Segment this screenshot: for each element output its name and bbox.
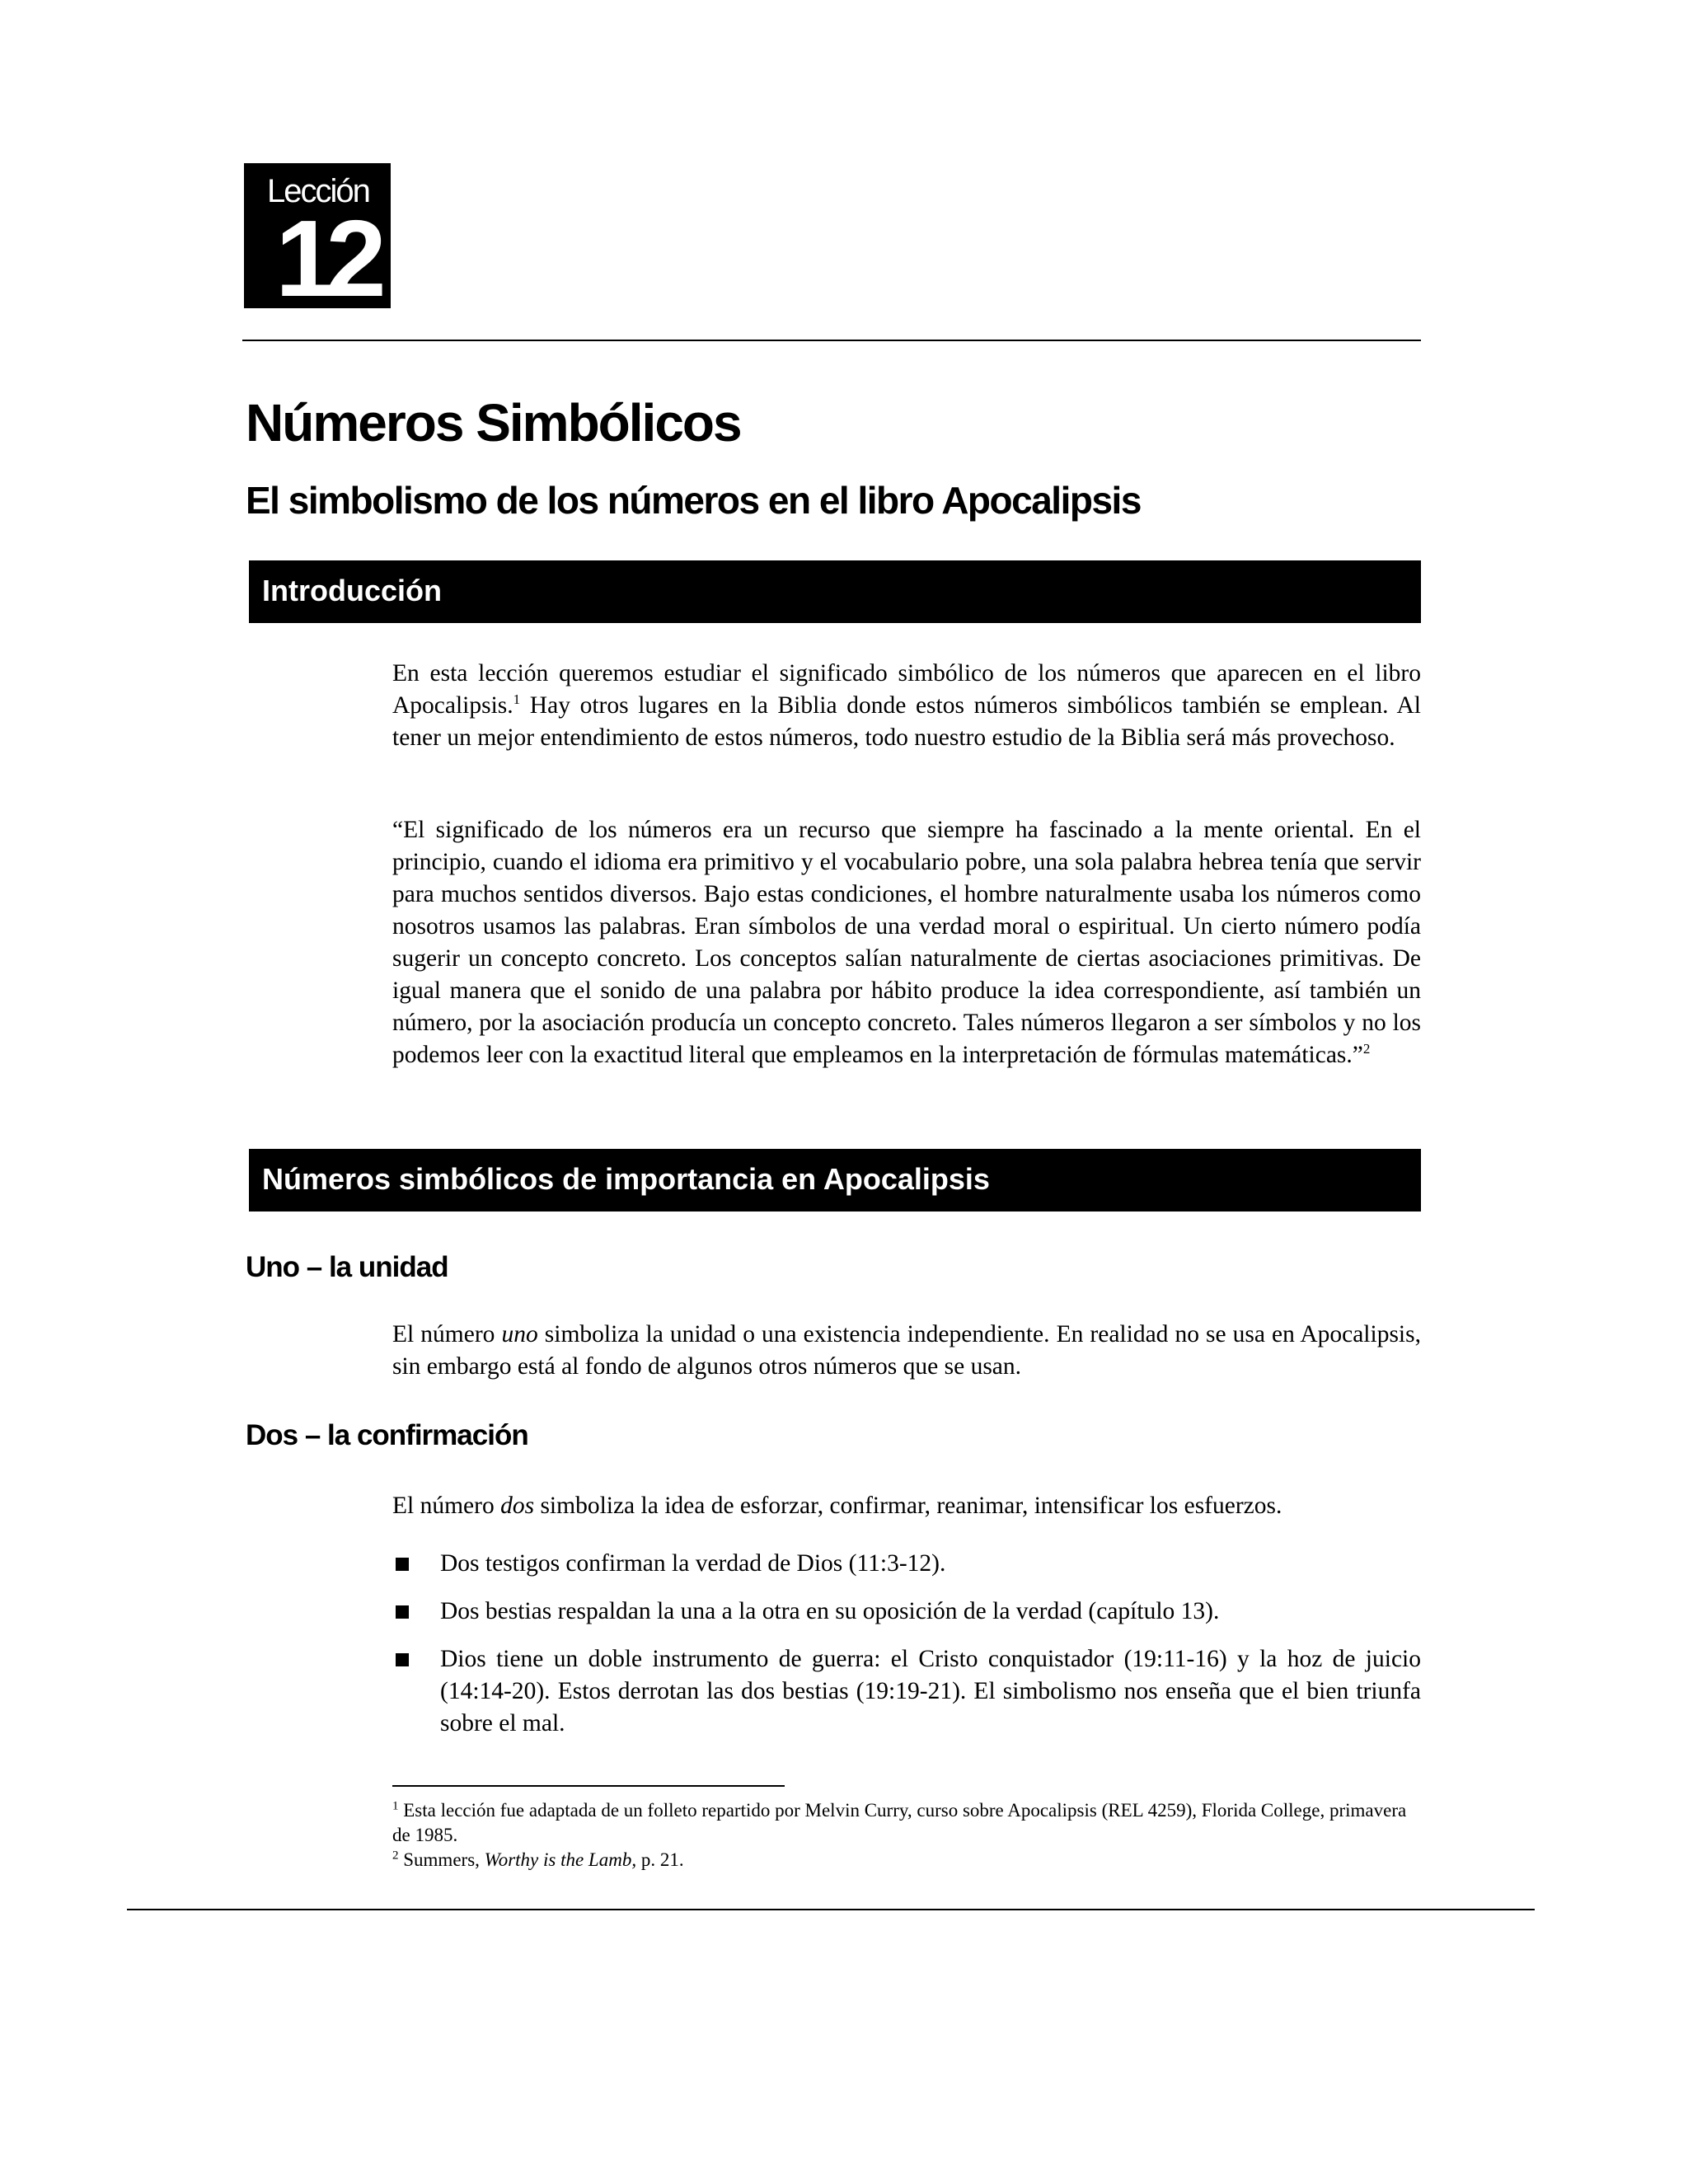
dos-text-a: El número bbox=[392, 1493, 501, 1519]
intro-p1-text-a: En esta lección queremos estudiar el significado simbólico de los números que aparecen en el libro Apocalipsis. bbox=[392, 660, 1421, 719]
footnote-1-text: Esta lección fue adaptada de un folleto repartido por Melvin Curry, curso sobre Apocalipsis (REL 4259), Florida College, primavera de 1985. bbox=[392, 1800, 1407, 1845]
dos-emphasis: dos bbox=[500, 1493, 535, 1519]
intro-paragraph-1 bbox=[392, 658, 1421, 754]
subheading-dos: Dos – la confirmación bbox=[246, 1419, 528, 1451]
section-title-introduccion: Introducción bbox=[262, 574, 442, 607]
square-bullet-icon bbox=[396, 1558, 409, 1571]
list-item bbox=[392, 1548, 1421, 1580]
footnote-2 bbox=[392, 1848, 1421, 1872]
intro-p2-text: “El significado de los números era un recurso que siempre ha fascinado a la mente oriental. En el principio, cuando el idioma era primitivo y el vocabulario pobre, una sola palabra hebrea tenía que servir para muchos sentidos diversos. Bajo estas condiciones, el hombre naturalmente usaba los números como nosotros usamos las palabras. Eran símbolos de una verdad moral o espiritual. Un cierto número podía sugerir un concepto concreto. Los conceptos salían naturalmente de ciertas asociaciones primitivas. De igual manera que el sonido de una palabra por hábito produce la idea correspondiente, así también un número, por la asociación producía un concepto concreto. Tales números llegaron a ser símbolos y no los podemos leer con la exactitud literal que empleamos en la interpretación de fórmulas matemáticas.” bbox=[392, 817, 1421, 1068]
list-item bbox=[392, 1643, 1421, 1740]
uno-text-a: El número bbox=[392, 1321, 502, 1347]
page-subtitle: El simbolismo de los números en el libro Apocalipsis bbox=[246, 479, 1141, 522]
footnote-1-number: 1 bbox=[392, 1799, 399, 1813]
uno-emphasis: uno bbox=[501, 1321, 538, 1347]
lesson-number: 12 bbox=[275, 198, 377, 308]
footnotes bbox=[392, 1798, 1421, 1872]
dos-paragraph bbox=[392, 1490, 1421, 1522]
footnote-2-text-b: p. 21. bbox=[636, 1849, 684, 1870]
footnote-1 bbox=[392, 1798, 1421, 1848]
uno-paragraph bbox=[392, 1319, 1421, 1383]
footnote-2-number: 2 bbox=[392, 1849, 399, 1863]
square-bullet-icon bbox=[396, 1653, 409, 1666]
list-item-text: Dos testigos confirman la verdad de Dios (11:3-12). bbox=[440, 1550, 946, 1577]
lesson-word: Lección bbox=[267, 173, 369, 209]
page-bottom-rule bbox=[127, 1909, 1535, 1910]
header-rule bbox=[242, 340, 1421, 341]
footnote-2-emphasis: Worthy is the Lamb, bbox=[484, 1849, 637, 1870]
intro-paragraph-2 bbox=[392, 814, 1421, 1071]
section-bar-numeros-importancia bbox=[249, 1149, 1421, 1212]
square-bullet-icon bbox=[396, 1605, 409, 1619]
footnote-2-text-a: Summers, bbox=[398, 1849, 485, 1870]
footnote-ref-2: 2 bbox=[1362, 1041, 1371, 1057]
intro-p1-text-b: Hay otros lugares en la Biblia donde estos números simbólicos también se emplean. Al tener un mejor entendimiento de estos números, todo nuestro estudio de la Biblia será más provechoso. bbox=[392, 692, 1421, 751]
page-title: Números Simbólicos bbox=[246, 393, 741, 452]
footnote-ref-1: 1 bbox=[513, 691, 521, 708]
section-bar-introduccion bbox=[249, 560, 1421, 623]
dos-text-b: simboliza la idea de esforzar, confirmar, reanimar, intensificar los esfuerzos. bbox=[534, 1493, 1282, 1519]
list-item-text: Dios tiene un doble instrumento de guerra: el Cristo conquistador (19:11-16) y la hoz de juicio (14:14-20). Estos derrotan las dos bestias (19:19-21). El simbolismo nos enseña que el bien triunfa sobre el mal. bbox=[440, 1646, 1421, 1736]
section-title-numeros-importancia: Números simbólicos de importancia en Apocalipsis bbox=[262, 1162, 990, 1196]
footnote-separator bbox=[392, 1785, 785, 1787]
lesson-badge bbox=[244, 163, 391, 308]
uno-text-b: simboliza la unidad o una existencia independiente. En realidad no se usa en Apocalipsis, sin embargo está al fondo de algunos otros números que se usan. bbox=[392, 1321, 1421, 1380]
dos-bullet-list bbox=[392, 1548, 1421, 1755]
subheading-uno: Uno – la unidad bbox=[246, 1251, 448, 1283]
list-item bbox=[392, 1596, 1421, 1628]
list-item-text: Dos bestias respaldan la una a la otra en su oposición de la verdad (capítulo 13). bbox=[440, 1598, 1220, 1624]
